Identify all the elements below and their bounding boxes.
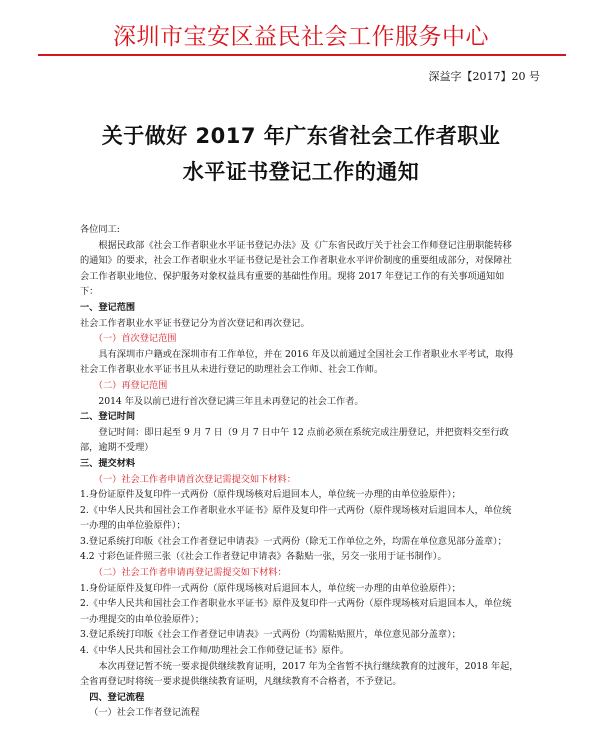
list-item: 2.《中华人民共和国社会工作者职业水平证书》原件及复印件一式两份（原件现场核对后退回本人，单位统一办理的由单位验原件）； bbox=[80, 504, 512, 532]
header-divider bbox=[38, 54, 566, 56]
list-item: 3.登记系统打印版《社会工作者登记申请表》一式两份（均需粘贴照片，单位意见部分盖章）； bbox=[80, 629, 461, 641]
doc-number: 深益字【2017】20 号 bbox=[428, 70, 540, 83]
time-text: 登记时间：即日起至 9 月 7 日（9 月 7 日中午 12 点前必须在系统完成注册登记，并把资料交至行政部，逾期不受理） bbox=[80, 426, 509, 454]
continuing-education-note: 本次再登记暂不统一要求提供继续教育证明，2017 年为全省暂不执行继续教育的过渡年，2018 年起，全省再登记时将统一要求提供继续教育证明，凡继续教育不合格者，不予登记。 bbox=[80, 660, 519, 688]
subheading-re-materials: （二）社会工作者申请再登记需提交如下材料： bbox=[93, 567, 287, 579]
section-heading-time: 二、登记时间 bbox=[80, 411, 136, 423]
subheading-first-materials: （一）社会工作者申请首次登记需提交如下材料： bbox=[93, 473, 296, 485]
subheading-re-registration: （二）再登记范围 bbox=[93, 379, 168, 391]
subheading-process: （一）社会工作者登记流程 bbox=[89, 707, 200, 719]
list-item: 4.2 寸彩色证件照三张（《社会工作者登记申请表》各黏贴一张，另交一张用于证书制作）。 bbox=[80, 551, 447, 563]
org-name: 深圳市宝安区益民社会工作服务中心 bbox=[113, 24, 489, 50]
doc-title-line-1: 关于做好 2017 年广东省社会工作者职业 bbox=[101, 124, 501, 148]
list-item: 1.身份证原件及复印件一式两份（原件现场核对后退回本人，单位统一办理的由单位验原件）； bbox=[80, 582, 461, 594]
doc-title-line-2: 水平证书登记工作的通知 bbox=[182, 160, 420, 184]
first-registration-text: 具有深圳市户籍或在深圳市有工作单位，并在 2016 年及以前通过全国社会工作者职业水平考试，取得社会工作者职业水平证书且从未进行登记的助理社会工作师、社会工作师。 bbox=[80, 348, 514, 376]
section-heading-scope: 一、登记范围 bbox=[80, 301, 136, 313]
section-heading-materials: 三、提交材料 bbox=[80, 457, 136, 469]
section-heading-process: 四、登记流程 bbox=[89, 691, 145, 703]
salutation: 各位同工: bbox=[80, 224, 120, 235]
list-item: 2.《中华人民共和国社会工作者职业水平证书》原件及复印件一式两份（原件现场核对后退回本人，单位统一办理提交的由单位验原件）； bbox=[80, 598, 512, 625]
list-item: 3.登记系统打印版《社会工作者登记申请表》一式两份（除无工作单位之外，均需在单位意见部分盖章）； bbox=[80, 535, 507, 547]
intro-paragraph: 根据民政部《社会工作者职业水平证书登记办法》及《广东省民政厅关于社会工作师登记注册职能转移的通知》的要求，社会工作者职业水平证书登记是社会工作者职业水平评价制度的重要组成部分，对保障社会工作者职业地位、保护服务对象权益具有重要的基础性作用。现将 2017 年登记工作的有关事项通知如下： bbox=[80, 239, 512, 298]
list-item: 1.身份证原件及复印件一式两份（原件现场核对后退回本人，单位统一办理的由单位验原件）； bbox=[80, 489, 461, 501]
scope-text: 社会工作者职业水平证书登记分为首次登记和再次登记。 bbox=[80, 317, 310, 329]
doc-body bbox=[80, 222, 520, 721]
subheading-first-registration: （一）首次登记范围 bbox=[93, 333, 177, 345]
list-item: 4.《中华人民共和国社会工作师/助理社会工作师登记证书》原件。 bbox=[80, 645, 350, 657]
re-registration-text: 2014 年及以前已进行首次登记满三年且未再登记的社会工作者。 bbox=[98, 395, 364, 407]
